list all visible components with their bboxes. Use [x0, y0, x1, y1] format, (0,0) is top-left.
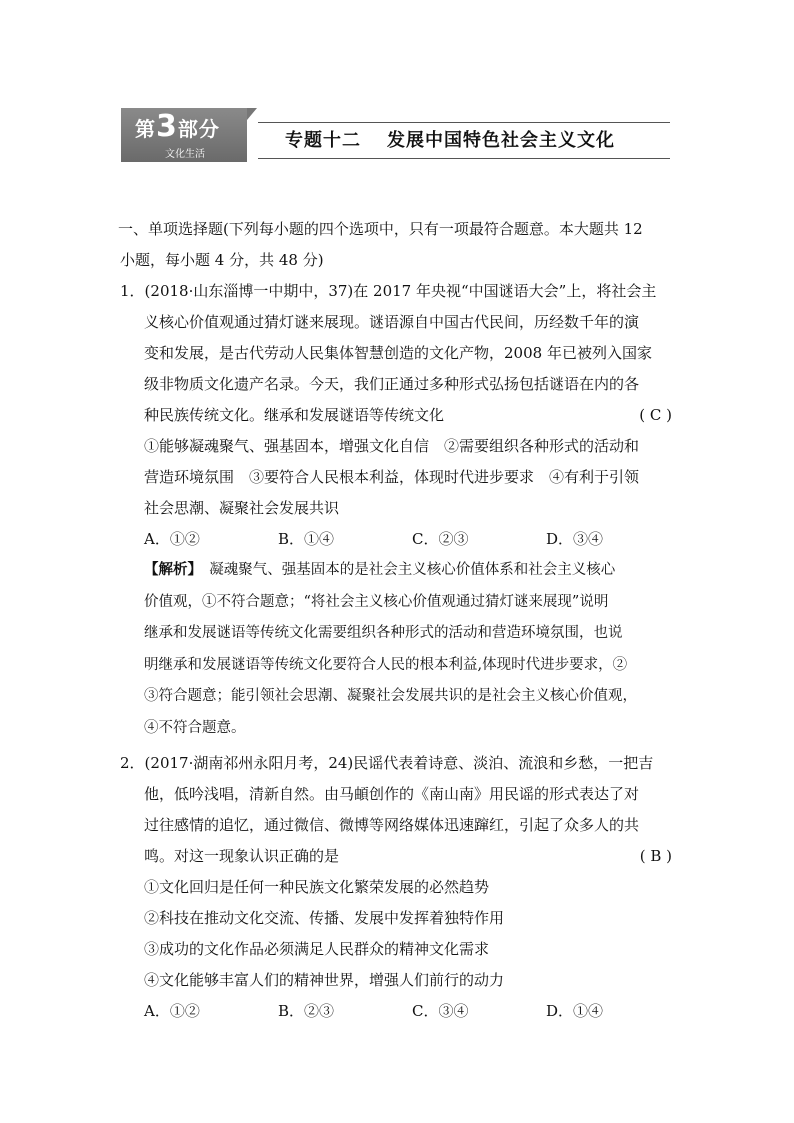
topic-heading [285, 126, 615, 152]
topic-label: 专题十二 [285, 130, 361, 151]
q2-statement: ③成功的文化作品必须满足人民群众的精神文化需求 [144, 940, 490, 958]
page-header [0, 0, 794, 170]
q1-last-line [120, 400, 680, 431]
q1-line: 义核心价值观通过猜灯谜来展现。谜语源自中国古代民间，历经数千年的演 [144, 313, 640, 331]
badge-corner [247, 108, 257, 120]
badge-suffix: 部分 [177, 117, 220, 141]
q1-statement: ①能够凝魂聚气、强基固本，增强文化自信 ②需要组织各种形式的活动和 [144, 437, 640, 455]
section-instruction-line-1: 一、单项选择题(下列每小题的四个选项中，只有一项最符合题意。本大题共 12 [118, 220, 643, 238]
q1-options [120, 524, 680, 555]
q2-option-a: A．①② [144, 1002, 200, 1020]
q1-statement: 社会思潮、凝聚社会发展共识 [144, 499, 340, 517]
q2-statement: ②科技在推动文化交流、传播、发展中发挥着独特作用 [144, 909, 505, 927]
q2-options [120, 996, 680, 1027]
section-instruction-line-2: 小题，每小题 4 分，共 48 分) [120, 251, 324, 269]
q2-stem-end: 鸣。对这一现象认识正确的是 [144, 847, 340, 865]
part-badge-subtitle: 文化生活 [165, 149, 205, 160]
q1-option-d: D．③④ [546, 530, 604, 548]
q2-statement: ④文化能够丰富人们的精神世界，增强人们前行的动力 [144, 971, 505, 989]
analysis-text: 凝魂聚气、强基固本的是社会主义核心价值体系和社会主义核心 [194, 562, 616, 578]
badge-prefix: 第 [135, 117, 156, 141]
q1-analysis-line: 明继承和发展谜语等传统文化要符合人民的根本利益,体现时代进步要求，② [144, 656, 628, 673]
q1-line: 级非物质文化遗产名录。今天，我们正通过多种形式弘扬包括谜语在内的各 [144, 375, 640, 393]
q2-last-line [120, 841, 680, 872]
document-body [120, 214, 680, 1027]
q2-line: 他，低吟浅唱，清新自然。由马頔创作的《南山南》用民谣的形式表达了对 [144, 785, 640, 803]
topic-title: 发展中国特色社会主义文化 [387, 130, 615, 151]
q1-analysis-first [120, 555, 680, 587]
header-rule-bottom [258, 158, 670, 159]
header-rule-top [258, 122, 670, 123]
q1-line: 变和发展，是古代劳动人民集体智慧创造的文化产物，2008 年已被列入国家 [144, 344, 652, 362]
part-badge [121, 108, 247, 162]
q2-option-d: D．①④ [546, 1002, 604, 1020]
question-2 [120, 748, 680, 1027]
part-badge-title [135, 109, 220, 144]
q2-option-c: C．③④ [412, 1002, 469, 1020]
q1-option-c: C．②③ [412, 530, 469, 548]
analysis-tag: 【解析】 [144, 562, 195, 578]
q1-answer: ( C ) [639, 406, 672, 424]
q2-line: 过往感情的追忆，通过微信、微博等网络媒体迅速蹿红，引起了众多人的共 [144, 816, 640, 834]
question-1 [120, 276, 680, 744]
q2-answer: ( B ) [639, 847, 672, 865]
q1-option-a: A．①② [144, 530, 200, 548]
q1-stem-end: 种民族传统文化。继承和发展谜语等传统文化 [144, 406, 445, 424]
q2-statement: ①文化回归是任何一种民族文化繁荣发展的必然趋势 [144, 878, 490, 896]
q1-analysis-line: 价值观，①不符合题意；“将社会主义核心价值观通过猜灯谜来展现”说明 [144, 593, 609, 610]
q1-analysis-line: ③符合题意；能引领社会思潮、凝聚社会发展共识的是社会主义核心价值观， [144, 688, 637, 704]
q1-analysis-line: ④不符合题意。 [144, 719, 246, 736]
q1-option-b: B．①④ [278, 530, 335, 548]
q2-option-b: B．②③ [278, 1002, 335, 1020]
q1-statement: 营造环境氛围 ③要符合人民根本利益，体现时代进步要求 ④有利于引领 [144, 468, 640, 486]
q1-analysis-line: 继承和发展谜语等传统文化需要组织各种形式的活动和营造环境氛围，也说 [144, 625, 623, 641]
q1-line: 1．(2018·山东淄博一中期中，37)在 2017 年央视“中国谜语大会”上，将社会主 [120, 282, 657, 300]
q1-analysis [120, 555, 680, 744]
q2-line: 2．(2017·湖南祁州永阳月考，24)民谣代表着诗意、淡泊、流浪和乡愁，一把吉 [120, 754, 654, 772]
badge-number: 3 [156, 109, 178, 144]
